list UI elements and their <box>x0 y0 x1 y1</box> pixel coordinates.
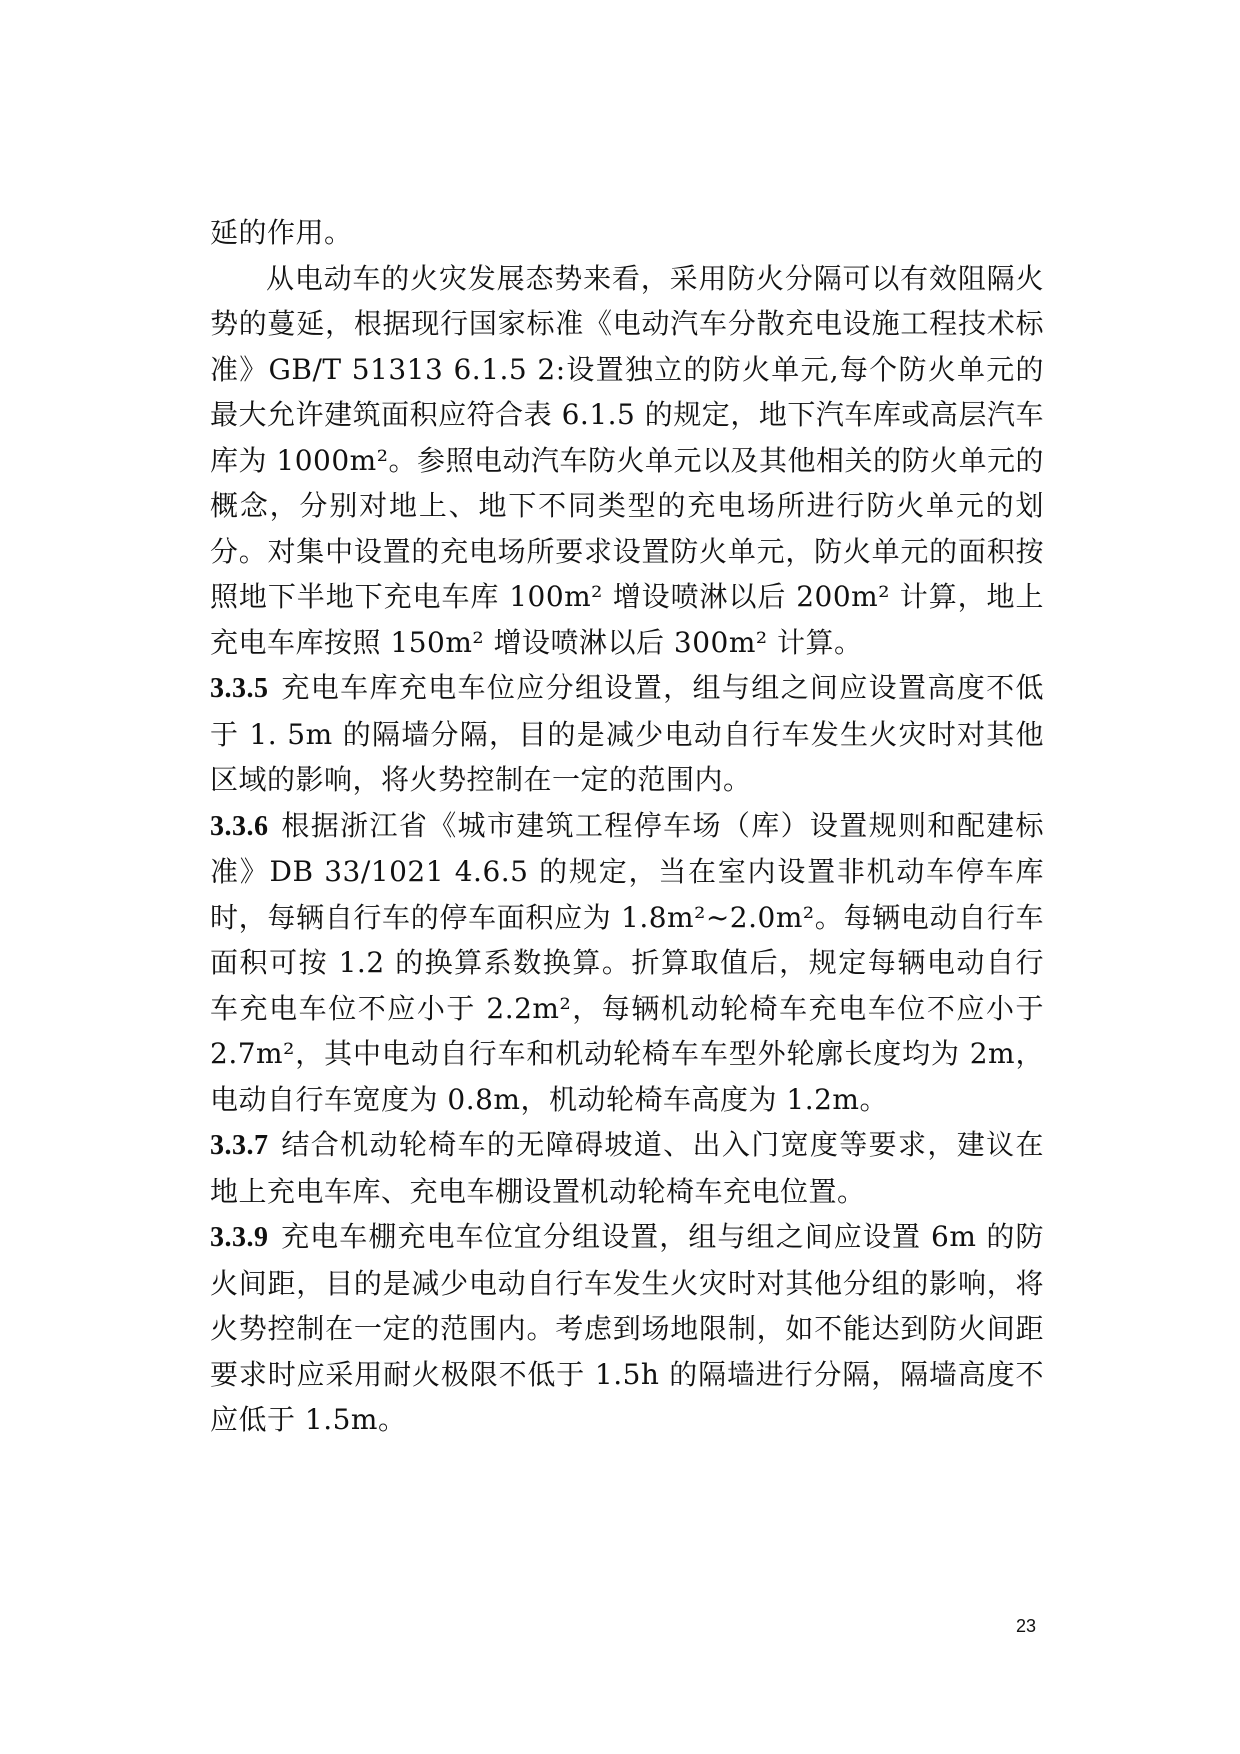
clause-number: 3.3.5 <box>210 673 269 704</box>
page-number: 23 <box>1015 1616 1037 1636</box>
paragraph-text: 延的作用。 <box>210 216 353 249</box>
clause-number: 3.3.6 <box>210 810 269 842</box>
paragraph-text: 从电动车的火灾发展态势来看，采用防火分隔可以有效阻隔火势的蔓延，根据现行国家标准《电动汽车分散充电设施工程技术标准》GB/T 51313 6.1.5 2:设置独立的防火单元,每个防火单元的最大允许建筑面积应符合表 6.1.5 的规定，地下汽车库或高层汽车库为 1000m²。参照电动汽车防火单元以及其他相关的防火单元的概念，分别对地上、地下不同类型的充电场所进行防火单元的划分。对集中设置的充电场所要求设置防火单元，防火单元的面积按照地下半地下充电车库 100m² 增设喷淋以后 200m² 计算，地上充电车库按照 150m² 增设喷淋以后 300m² 计算。 <box>210 261 1044 659</box>
clause-text: 充电车棚充电车位宜分组设置，组与组之间应设置 6m 的防火间距，目的是减少电动自行车发生火灾时对其他分组的影响，将火势控制在一定的范围内。考虑到场地限制，如不能达到防火间距要求时应采用耐火极限不低于 1.5h 的隔墙进行分隔，隔墙高度不应低于 1.5m。 <box>210 1220 1044 1436</box>
clause-text: 根据浙江省《城市建筑工程停车场（库）设置规则和配建标准》DB 33/1021 4.6.5 的规定，当在室内设置非机动车停车库时，每辆自行车的停车面积应为 1.8m²~2.0m²。每辆电动自行车面积可按 1.2 的换算系数换算。折算取值后，规定每辆电动自行车充电车位不应小于 2.2m²，每辆机动轮椅车充电车位不应小于 2.7m²，其中电动自行车和机动轮椅车车型外轮廓长度均为 2m，电动自行车宽度为 0.8m，机动轮椅车高度为 1.2m。 <box>210 808 1044 1116</box>
clause-number: 3.3.9 <box>210 1222 269 1253</box>
clause-number: 3.3.7 <box>210 1130 269 1161</box>
clause-text: 结合机动轮椅车的无障碍坡道、出入门宽度等要求，建议在地上充电车库、充电车棚设置机动轮椅车充电位置。 <box>210 1128 1044 1208</box>
clause-text: 充电车库充电车位应分组设置，组与组之间应设置高度不低于 1. 5m 的隔墙分隔，目的是减少电动自行车发生火灾时对其他区域的影响，将火势控制在一定的范围内。 <box>210 671 1044 796</box>
